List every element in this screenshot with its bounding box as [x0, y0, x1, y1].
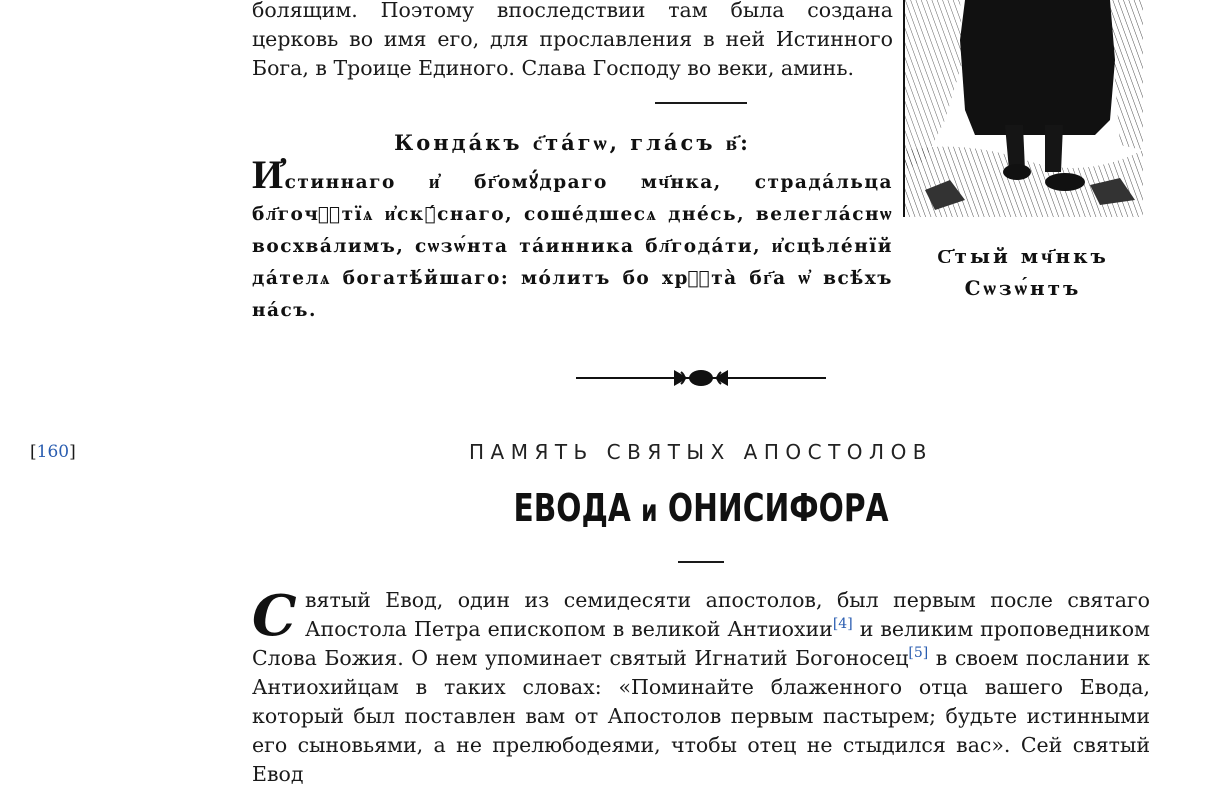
page-number-marker: [30, 442, 76, 462]
title-conjunction: и: [641, 494, 658, 529]
title-part-1: ЕВОДА: [513, 486, 631, 530]
body-paragraph: болящим. Поэтому впоследствии там была создана церковь во имя его, для прославления в ней Истинного Бога, в Троице Единого. Слава Господу во веки, аминь.: [252, 0, 893, 80]
portrait-caption-line2: Сѡзѡ́нтъ: [964, 276, 1082, 300]
kontakion-text: [252, 151, 893, 327]
article-text-part-1: вятый Евод, один из семидесяти апостолов, был первым после святаго Апостола Петра епископом в великой Антиохии: [305, 588, 1150, 641]
page-number-link[interactable]: 160: [36, 442, 70, 462]
section-subtitle: ПАМЯТЬ СВЯТЫХ АПОСТОЛОВ: [468, 440, 934, 464]
title-part-2: ОНИСИФОРА: [667, 486, 889, 530]
portrait-caption: [903, 240, 1143, 304]
section-title: [351, 486, 1051, 530]
title-divider: [678, 561, 724, 563]
dropcap-letter: С: [252, 583, 297, 649]
page-marker-bracket-open: [: [30, 442, 37, 462]
footnote-link-4[interactable]: [4]: [832, 616, 853, 633]
engraving-illustration: [905, 0, 1143, 217]
ornamental-divider: [576, 366, 826, 390]
footnote-link-5[interactable]: [5]: [908, 645, 929, 662]
kontakion-heading: Кондáкъ с҃тáгѡ, глáсъ в҃:: [394, 130, 751, 155]
article-text-part-3: в своем послании к Антиохийцам в таких словах: «Поминайте блаженного отца вашего Евода, который был поставлен вам от Апостолов первым пастырем; будьте истинными его сыновьями, а не прелюбодеями, чтобы отец не стыдился вас». Сей святый Евод: [252, 646, 1150, 786]
article-text-part-2: и великим проповедником Слова Божия. О нем упоминает святый Игнатий Богоносец: [252, 617, 1150, 670]
kontakion-dropcap: И҆: [252, 151, 285, 198]
portrait-caption-line1: С҃тый мч҃нкъ: [937, 244, 1109, 268]
kontakion-body: стиннаго и҆ бг҃омꙋ́драго мч҃нка, страдáльца бл҃гочⷭ҇тїѧ и҆скꙋ́снаго, сошéдшесѧ днéсь, велеглáснѡ восхвáлимъ, сѡзѡ́нта тáинника бл҃годáти, и҆сцѣлéнїй дáтелѧ богатѣ́йшаго: мóлитъ бо хрⷭ҇тà бг҃а ѡ҆ всѣ́хъ нáсъ.: [252, 172, 893, 321]
main-article-text: [252, 583, 1150, 789]
saint-portrait-image: [903, 0, 1141, 217]
section-divider: [655, 102, 747, 104]
page-marker-bracket-close: ]: [69, 442, 76, 462]
